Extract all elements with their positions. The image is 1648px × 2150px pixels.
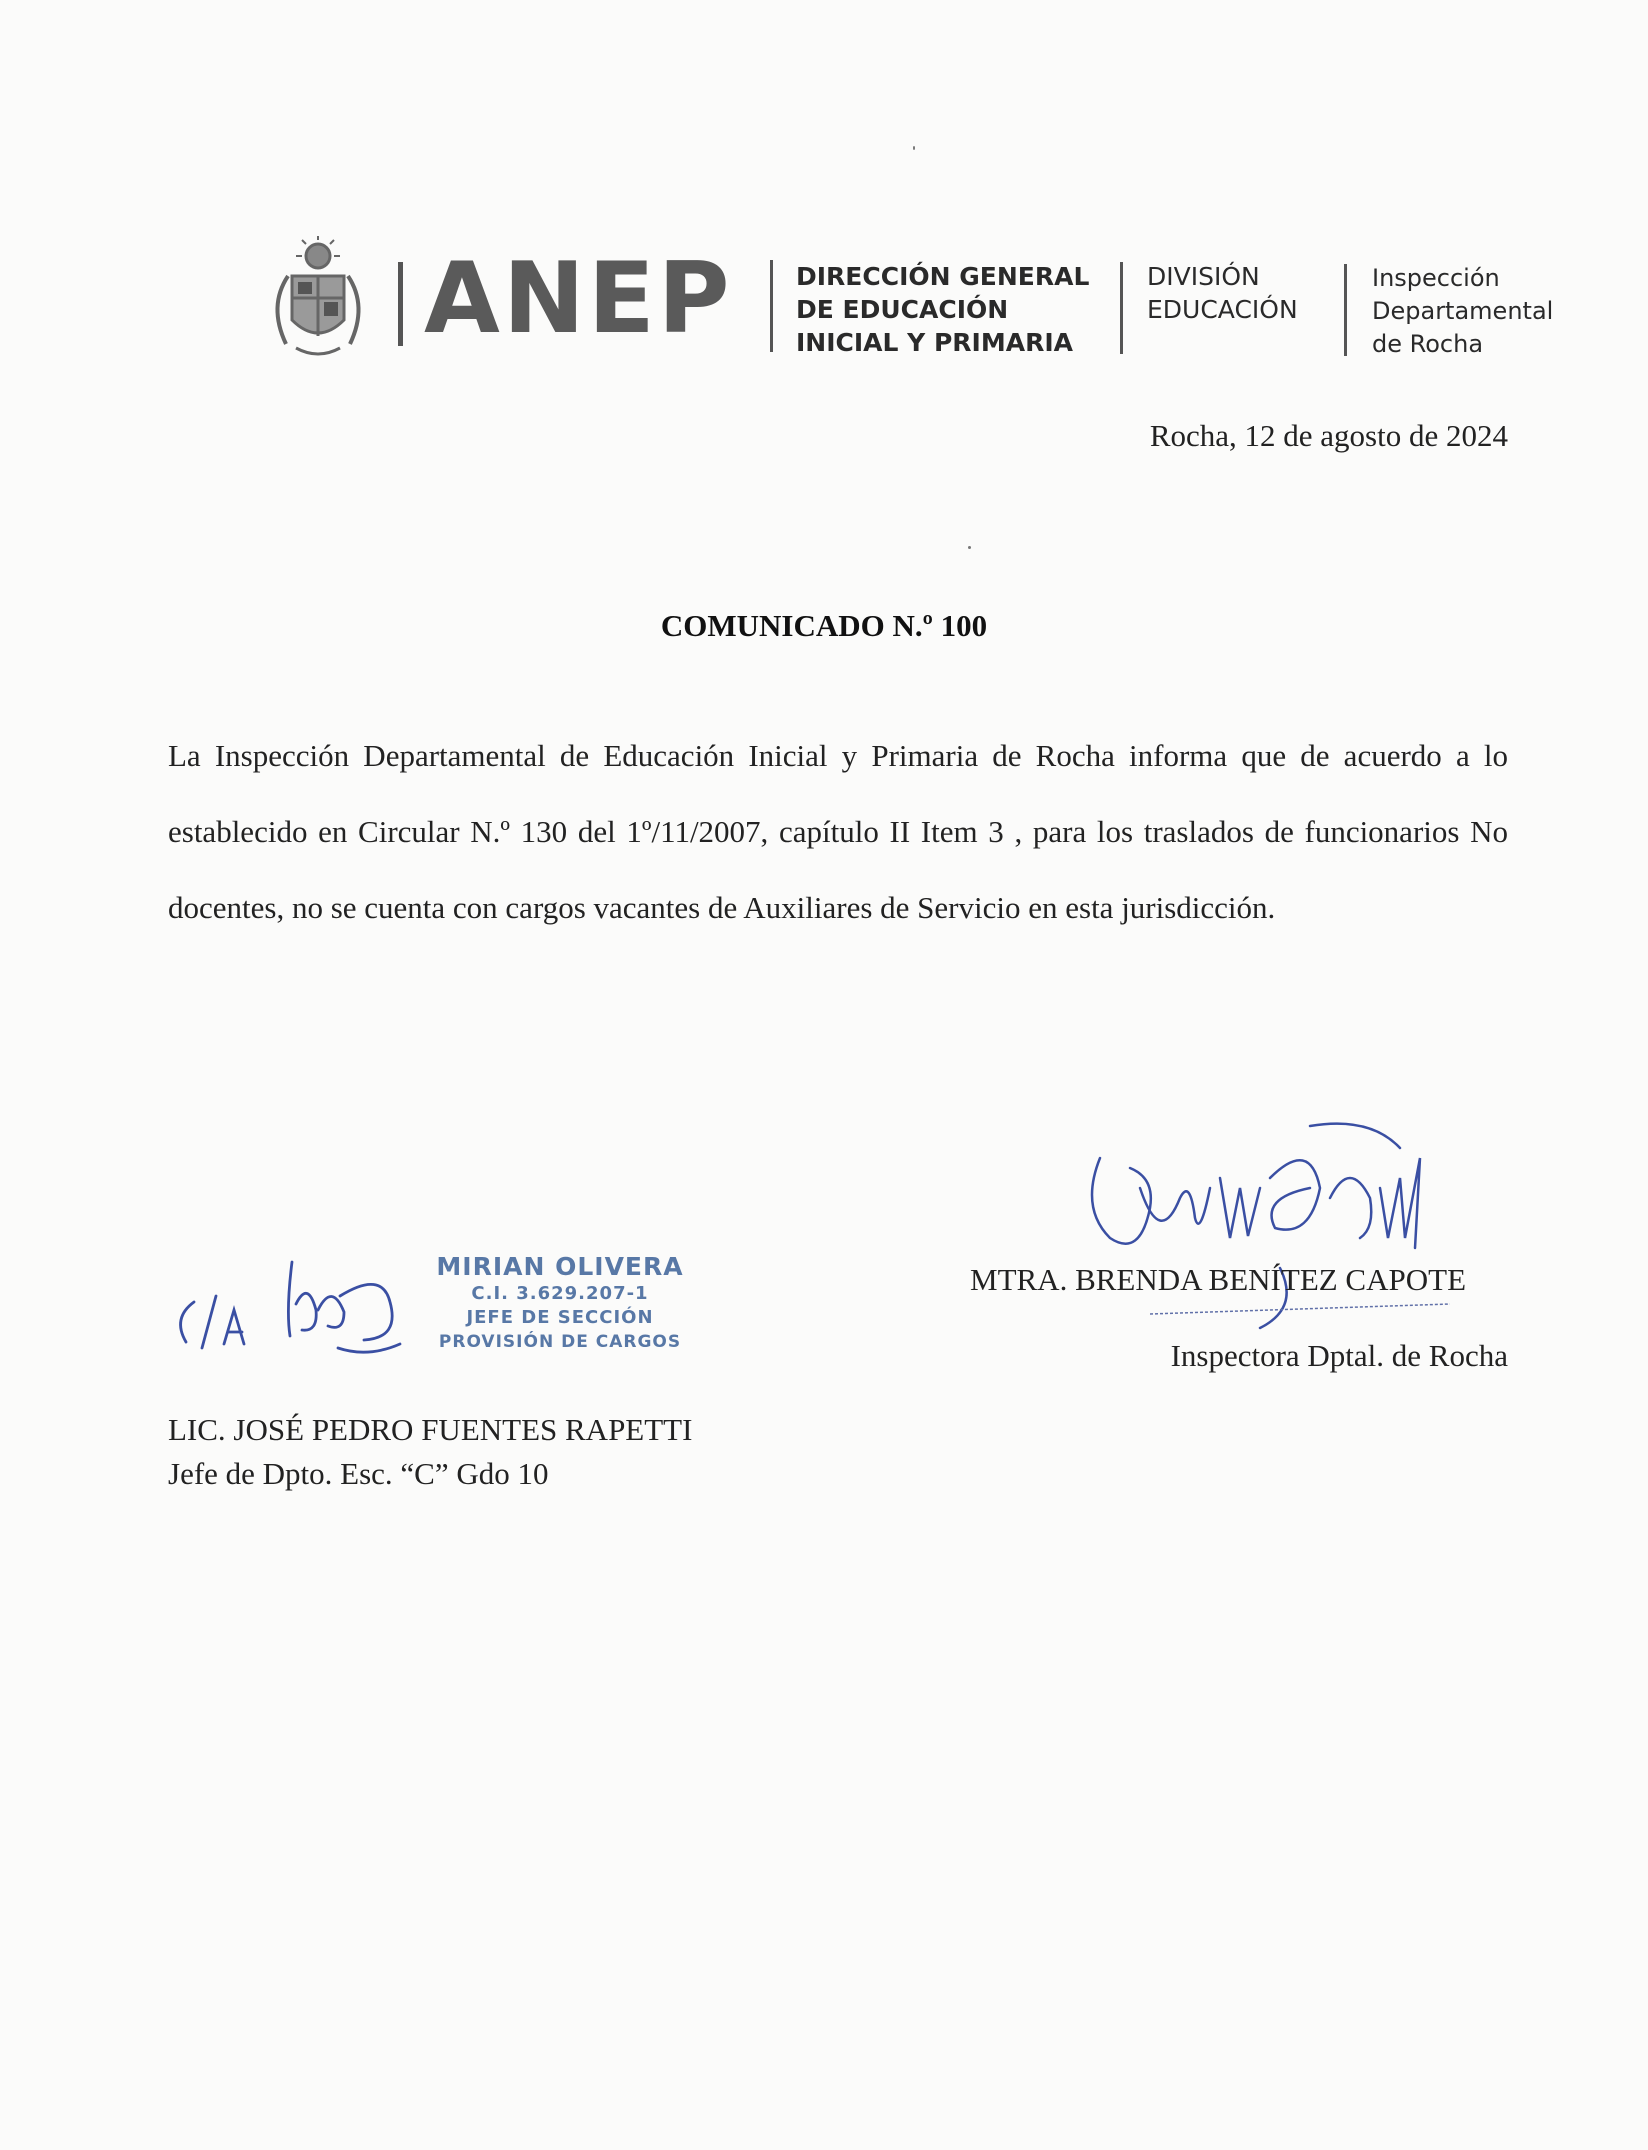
letterhead-divider — [1120, 262, 1123, 354]
uruguay-coat-of-arms-icon — [262, 236, 374, 362]
official-stamp — [420, 1252, 700, 1354]
stamp-name: MIRIAN OLIVERA — [436, 1252, 684, 1281]
stamp-position: JEFE DE SECCIÓN — [466, 1307, 654, 1328]
document-title: COMUNICADO N.º 100 — [660, 608, 988, 643]
stamp-ci: C.I. 3.629.207-1 — [471, 1283, 649, 1304]
stamp-unit: PROVISIÓN DE CARGOS — [438, 1332, 682, 1352]
division-label: DIVISIÓN EDUCACIÓN — [1147, 262, 1298, 324]
letterhead — [262, 236, 1582, 366]
agency-logo-text: ANEP — [424, 242, 733, 356]
inspection-label: Inspección Departamental de Rocha — [1372, 264, 1554, 358]
direction-label: DIRECCIÓN GENERAL DE EDUCACIÓN INICIAL Y PRIMARIA — [796, 262, 1090, 357]
signer-left-name: LIC. JOSÉ PEDRO FUENTES RAPETTI — [168, 1412, 693, 1447]
handwritten-signature-right — [1070, 1118, 1490, 1358]
letterhead-divider — [398, 262, 403, 346]
handwritten-initials-left — [168, 1240, 408, 1370]
signer-left-role: Jefe de Dpto. Esc. “C” Gdo 10 — [168, 1456, 549, 1491]
signer-right-name: MTRA. BRENDA BENÍTEZ CAPOTE — [970, 1262, 1466, 1297]
signer-right-role: Inspectora Dptal. de Rocha — [1170, 1338, 1508, 1373]
document-body: La Inspección Departamental de Educación Inicial y Primaria de Rocha informa que de acuerdo a lo establecido en Circular N.º 130 del 1º/11/2007, capítulo II Item 3 , para los traslados de funcionarios No docentes, no se cuenta con cargos vacantes de Auxiliares de Servicio en esta jurisdicción. — [168, 738, 1508, 925]
document-date: Rocha, 12 de agosto de 2024 — [1149, 418, 1508, 453]
letterhead-divider — [770, 260, 773, 352]
letterhead-divider — [1344, 264, 1347, 356]
scan-speck — [968, 546, 971, 549]
scan-speck — [913, 146, 915, 150]
